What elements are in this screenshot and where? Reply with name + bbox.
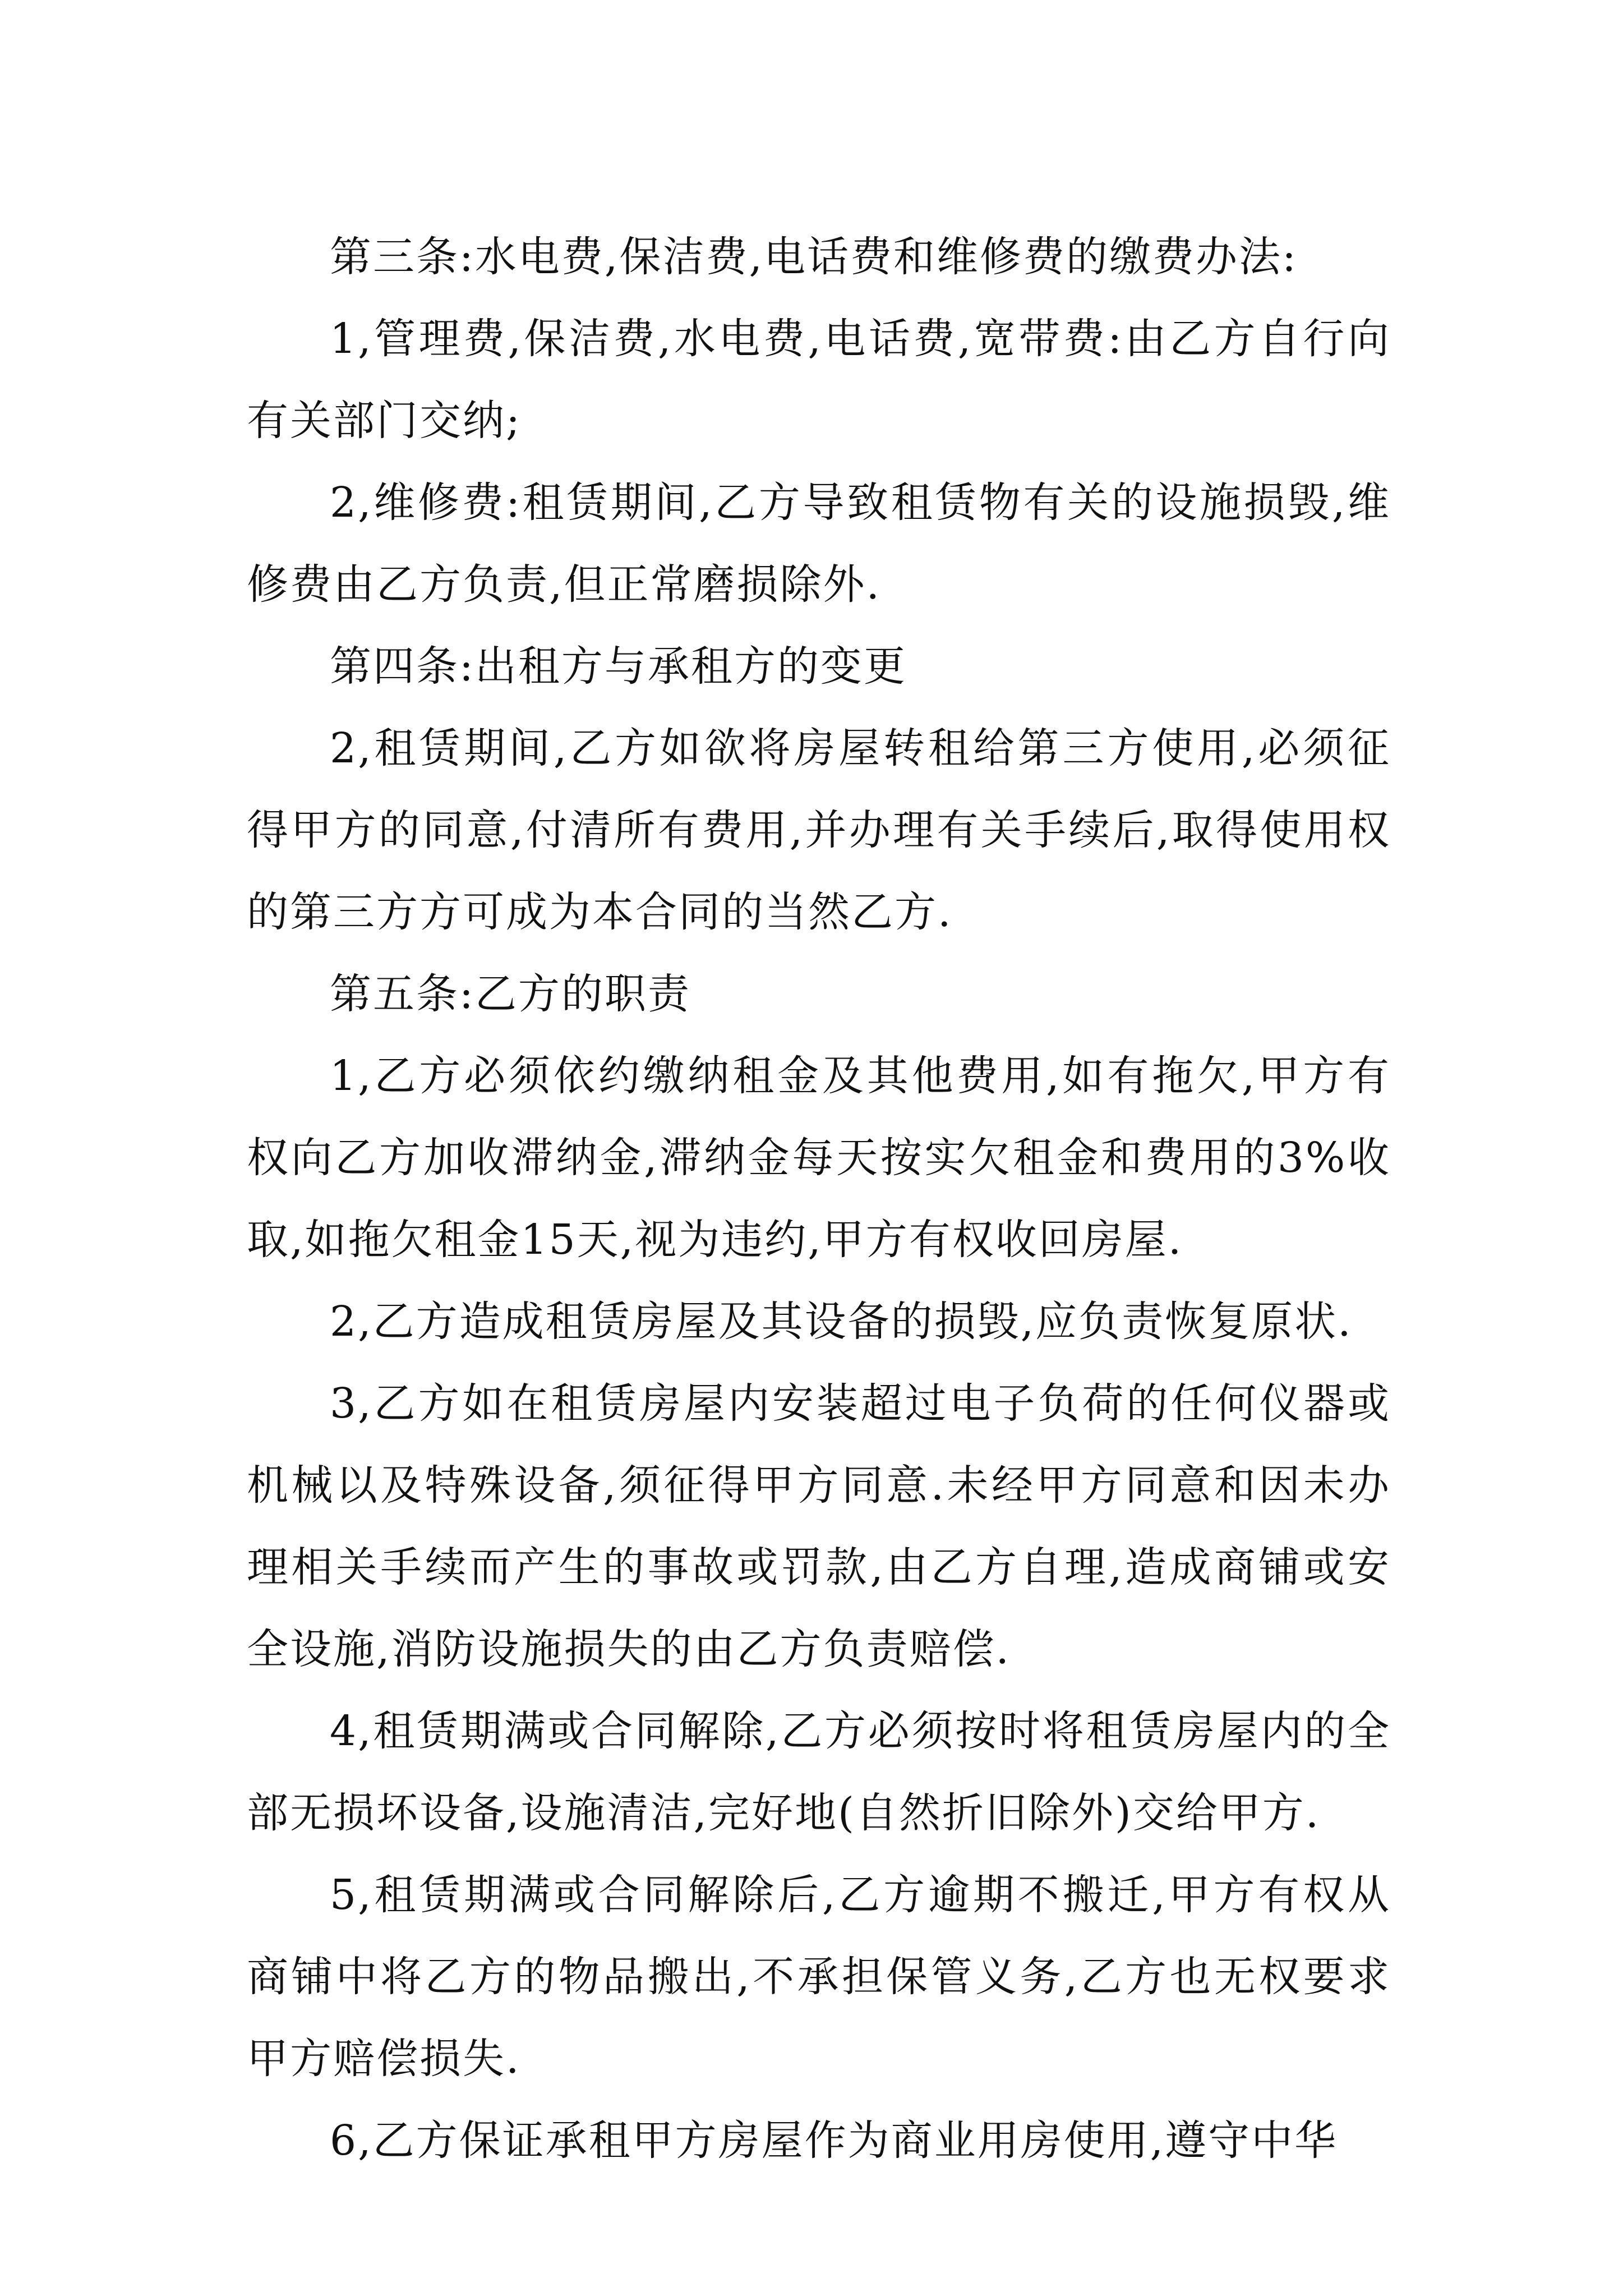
article-5-item-3: 3,乙方如在租赁房屋内安装超过电子负荷的任何仪器或机械以及特殊设备,须征得甲方同意.未经甲方同意和因未办理相关手续而产生的事故或罚款,由乙方自理,造成商铺或安全设施,消防设施损失的由乙方负责赔偿. xyxy=(247,1379,1391,1673)
article-4-item-2: 2,租赁期间,乙方如欲将房屋转租给第三方使用,必须征得甲方的同意,付清所有费用,并办理有关手续后,取得使用权的第三方方可成为本合同的当然乙方. xyxy=(247,724,1391,936)
article-5-item-4: 4,租赁期满或合同解除,乙方必须按时将租赁房屋内的全部无损坏设备,设施清洁,完好地(自然折旧除外)交给甲方. xyxy=(247,1707,1391,1837)
article-3-item-1: 1,管理费,保洁费,水电费,电话费,宽带费:由乙方自行向有关部门交纳; xyxy=(247,315,1391,445)
article-5-item-6: 6,乙方保证承租甲方房屋作为商业用房使用,遵守中华 xyxy=(330,2116,1338,2165)
article-3-heading: 第三条:水电费,保洁费,电话费和维修费的缴费办法: xyxy=(330,233,1298,281)
article-5-item-1: 1,乙方必须依约缴纳租金及其他费用,如有拖欠,甲方有权向乙方加收滞纳金,滞纳金每天按实欠租金和费用的3%收取,如拖欠租金15天,视为违约,甲方有权收回房屋. xyxy=(247,1052,1391,1264)
document-body xyxy=(247,216,1391,2182)
article-5-item-2: 2,乙方造成租赁房屋及其设备的损毁,应负责恢复原状. xyxy=(330,1297,1353,1346)
article-5-item-5: 5,租赁期满或合同解除后,乙方逾期不搬迁,甲方有权从商铺中将乙方的物品搬出,不承担保管义务,乙方也无权要求甲方赔偿损失. xyxy=(247,1871,1391,2083)
article-3-item-2: 2,维修费:租赁期间,乙方导致租赁物有关的设施损毁,维修费由乙方负责,但正常磨损除外. xyxy=(247,478,1391,609)
article-4-heading: 第四条:出租方与承租方的变更 xyxy=(330,642,907,691)
article-5-heading: 第五条:乙方的职责 xyxy=(330,970,691,1018)
